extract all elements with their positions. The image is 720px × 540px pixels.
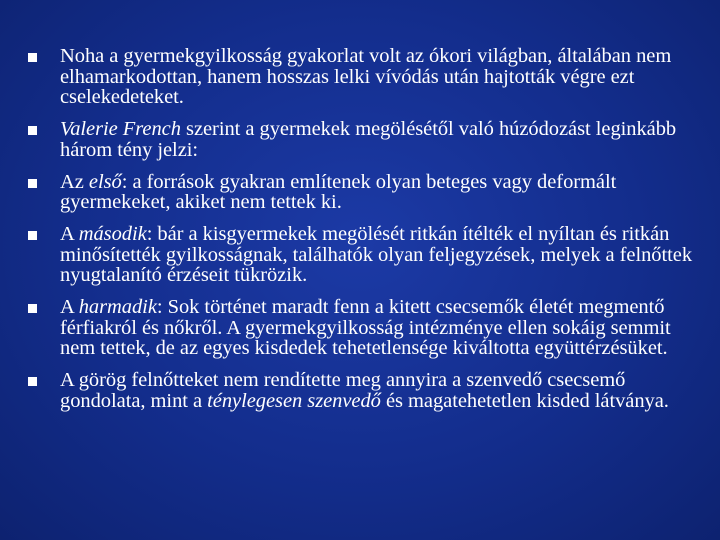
bullet-text: Noha a gyermekgyilkosság gyakorlat volt az ókori világban, általában nem elhamarkodottan, hanem hosszas lelki vívódás után hajtották végre ezt cselekedeteket. bbox=[60, 45, 672, 108]
square-bullet-icon bbox=[28, 377, 37, 386]
bullet-emphasis: második bbox=[78, 223, 147, 245]
square-bullet-icon bbox=[28, 53, 37, 62]
square-bullet-icon bbox=[28, 179, 37, 188]
bullet-text: Az bbox=[60, 170, 89, 193]
bullet-list bbox=[28, 46, 700, 423]
bullet-text: : a források gyakran említenek olyan beteges vagy deformált gyermekeket, akiket nem tettek ki. bbox=[60, 170, 617, 213]
bullet-item bbox=[28, 119, 700, 160]
bullet-text: : Sok történet maradt fenn a kitett csecsemők életét megmentő férfiakról és nőkről. A gyermekgyilkosság intézménye ellen sokáig semmit nem tettek, de az egyes kisdedek tehetetlensége kiváltotta együttérzésüket. bbox=[60, 296, 671, 359]
bullet-emphasis: Valerie French bbox=[60, 118, 181, 140]
bullet-item bbox=[28, 172, 700, 213]
bullet-emphasis: első bbox=[88, 170, 122, 193]
bullet-item bbox=[28, 370, 700, 411]
square-bullet-icon bbox=[28, 304, 37, 313]
bullet-text: A bbox=[60, 223, 79, 245]
bullet-emphasis: harmadik bbox=[78, 296, 157, 318]
square-bullet-icon bbox=[28, 231, 37, 240]
bullet-item bbox=[28, 297, 700, 359]
bullet-text: szerint a gyermekek megölésétől való húzódozást leginkább három tény jelzi: bbox=[60, 118, 677, 161]
bullet-text: A bbox=[60, 296, 79, 318]
bullet-emphasis: ténylegesen szenvedő bbox=[207, 389, 381, 412]
square-bullet-icon bbox=[28, 126, 37, 135]
bullet-text: : bár a kisgyermekek megölését ritkán ítélték el nyíltan és ritkán minősítették gyilkosságnak, találhatók olyan feljegyzések, melyek a felnőttek nyugtalanító érzéseit tükrözik. bbox=[60, 223, 693, 286]
bullet-text: és magatehetetlen kisded látványa. bbox=[380, 389, 669, 412]
bullet-text: A görög felnőtteket nem rendítette meg annyira a szenvedő csecsemő gondolata, mint a bbox=[60, 369, 626, 412]
bullet-item bbox=[28, 46, 700, 108]
bullet-item bbox=[28, 224, 700, 286]
